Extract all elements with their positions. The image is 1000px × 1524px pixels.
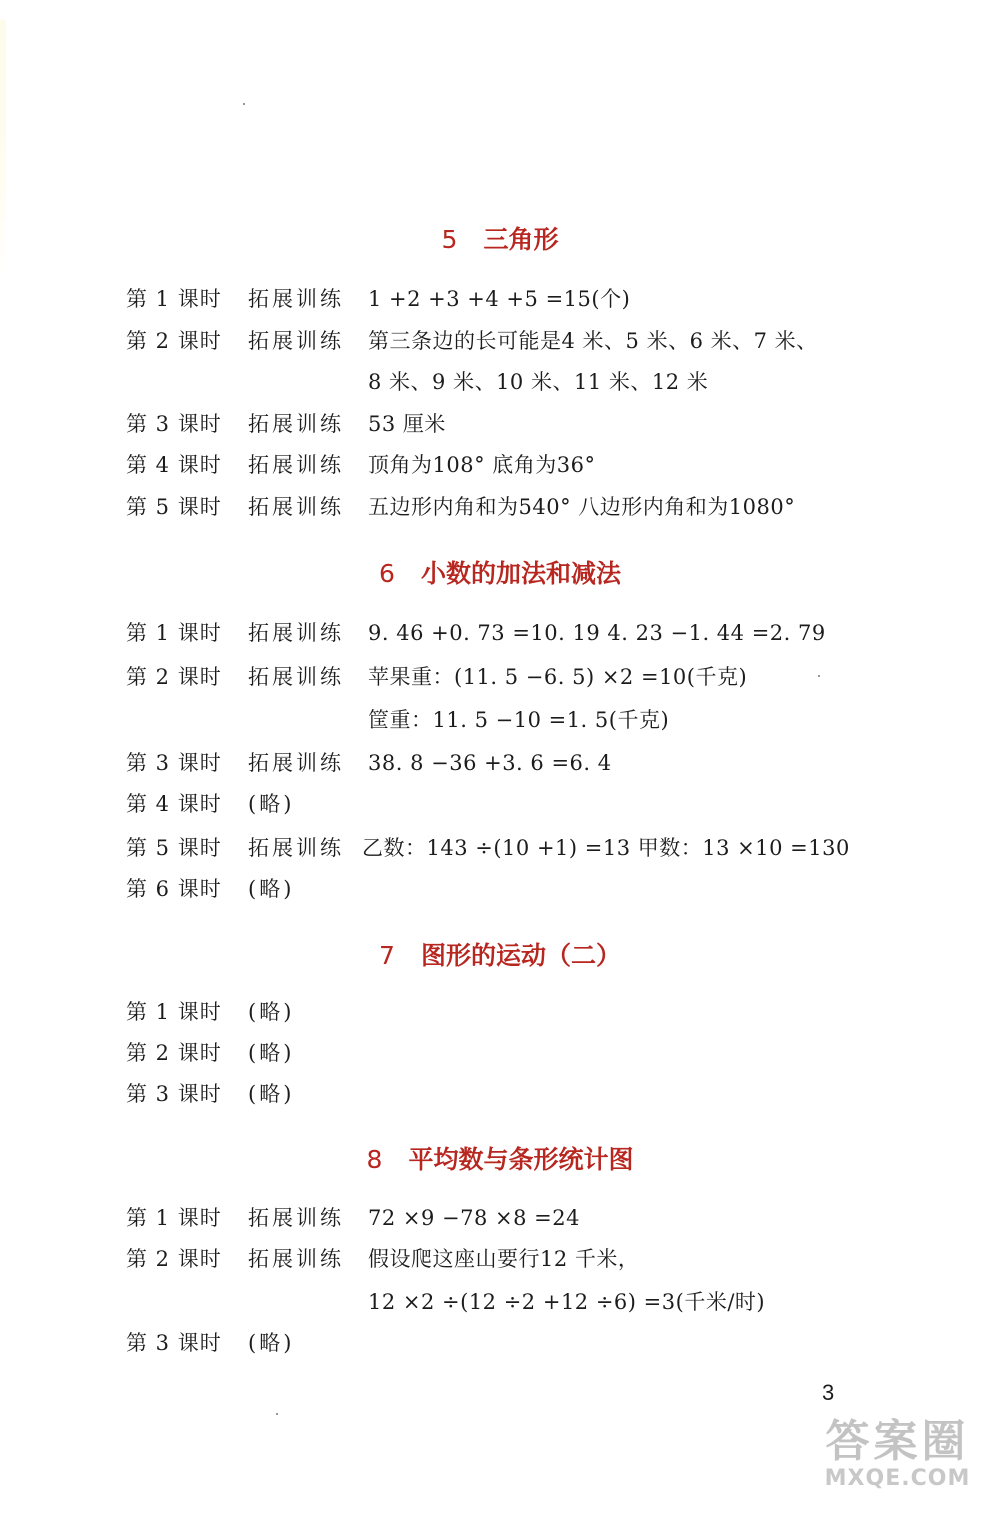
lesson-label: 第 1 课时 [126,287,222,311]
lesson-label: 第 3 课时 [126,1082,222,1106]
page-number: 3 [822,1380,835,1405]
section-5-heading [0,220,1000,256]
section-title: 图形的运动（二） [420,941,621,970]
lesson-tag: (略) [248,1000,295,1024]
lesson-label: 第 5 课时 [126,495,222,519]
lesson-row [126,450,595,480]
watermark [800,1418,995,1492]
lesson-label: 第 3 课时 [126,751,222,775]
lesson-answer: 72 ×9 −78 ×8 =24 [368,1206,580,1230]
watermark-logo: 答案圈 [825,1416,970,1467]
watermark-url: MXQE.COM [824,1466,971,1491]
lesson-row [126,997,368,1027]
lesson-row [126,1244,639,1274]
lesson-answer: 第三条边的长可能是4 米、5 米、6 米、7 米、 [368,329,818,353]
lesson-row [126,1038,368,1068]
lesson-label: 第 1 课时 [126,1206,222,1230]
lesson-tag: 拓展训练 [248,453,344,477]
lesson-label: 第 2 课时 [126,665,222,689]
lesson-row [126,492,795,522]
lesson-answer-continuation: 8 米、9 米、10 米、11 米、12 米 [368,370,709,394]
lesson-label: 第 6 课时 [126,877,222,901]
section-title: 平均数与条形统计图 [408,1145,634,1174]
lesson-answer: 乙数：143 ÷(10 +1) =13 甲数：13 ×10 =130 [362,836,850,860]
lesson-tag: (略) [248,877,295,901]
lesson-label: 第 1 课时 [126,621,222,645]
lesson-tag: 拓展训练 [248,495,344,519]
lesson-row [126,618,826,648]
speck [243,103,245,105]
lesson-tag: 拓展训练 [248,665,344,689]
lesson-row [126,409,446,439]
lesson-row [126,1079,368,1109]
lesson-answer: 9. 46 +0. 73 =10. 19 4. 23 −1. 44 =2. 79 [368,621,826,645]
lesson-label: 第 1 课时 [126,1000,222,1024]
lesson-label: 第 2 课时 [126,1041,222,1065]
lesson-row [126,789,368,819]
lesson-answer: 五边形内角和为540° 八边形内角和为1080° [368,495,796,519]
lesson-label: 第 3 课时 [126,1331,222,1355]
lesson-row [126,1328,368,1358]
lesson-label: 第 3 课时 [126,412,222,436]
lesson-row [126,874,368,904]
lesson-answer: 53 厘米 [368,412,446,436]
lesson-tag: 拓展训练 [248,751,344,775]
lesson-label: 第 4 课时 [126,453,222,477]
lesson-answer-continuation: 筐重：11. 5 −10 =1. 5(千克) [368,708,670,732]
lesson-row [126,833,850,863]
section-title: 小数的加法和减法 [420,559,621,588]
lesson-tag: 拓展训练 [248,1247,344,1271]
lesson-tag: (略) [248,792,295,816]
lesson-tag: 拓展训练 [248,1206,344,1230]
lesson-tag: (略) [248,1082,295,1106]
section-7-heading [0,936,1000,972]
section-6-heading [0,554,1000,590]
lesson-label: 第 2 课时 [126,1247,222,1271]
section-number: 6 [379,559,395,588]
lesson-answer: 苹果重：(11. 5 −6. 5) ×2 =10(千克) [368,665,748,689]
lesson-answer-continuation: 12 ×2 ÷(12 ÷2 +12 ÷6) =3(千米/时) [368,1290,766,1314]
lesson-label: 第 2 课时 [126,329,222,353]
lesson-tag: (略) [248,1041,295,1065]
lesson-answer: 顶角为108° 底角为36° [368,453,596,477]
lesson-row [126,284,630,314]
lesson-tag: 拓展训练 [248,329,344,353]
lesson-row [126,748,612,778]
section-8-heading [0,1140,1000,1176]
section-number: 7 [379,941,395,970]
lesson-row [126,1203,580,1233]
speck [276,1413,278,1415]
section-title: 三角形 [483,225,559,254]
lesson-row [126,662,747,692]
lesson-tag: 拓展训练 [248,287,344,311]
lesson-answer: 38. 8 −36 +3. 6 =6. 4 [368,751,612,775]
lesson-tag: 拓展训练 [248,836,344,860]
section-number: 8 [366,1145,383,1174]
lesson-label: 第 5 课时 [126,836,222,860]
lesson-tag: (略) [248,1331,295,1355]
section-number: 5 [441,225,458,254]
speck [818,675,820,677]
lesson-tag: 拓展训练 [248,412,344,436]
lesson-tag: 拓展训练 [248,621,344,645]
lesson-answer: 假设爬这座山要行12 千米， [368,1247,640,1271]
lesson-label: 第 4 课时 [126,792,222,816]
lesson-answer: 1 +2 +3 +4 +5 =15(个) [368,287,631,311]
lesson-row [126,326,818,356]
